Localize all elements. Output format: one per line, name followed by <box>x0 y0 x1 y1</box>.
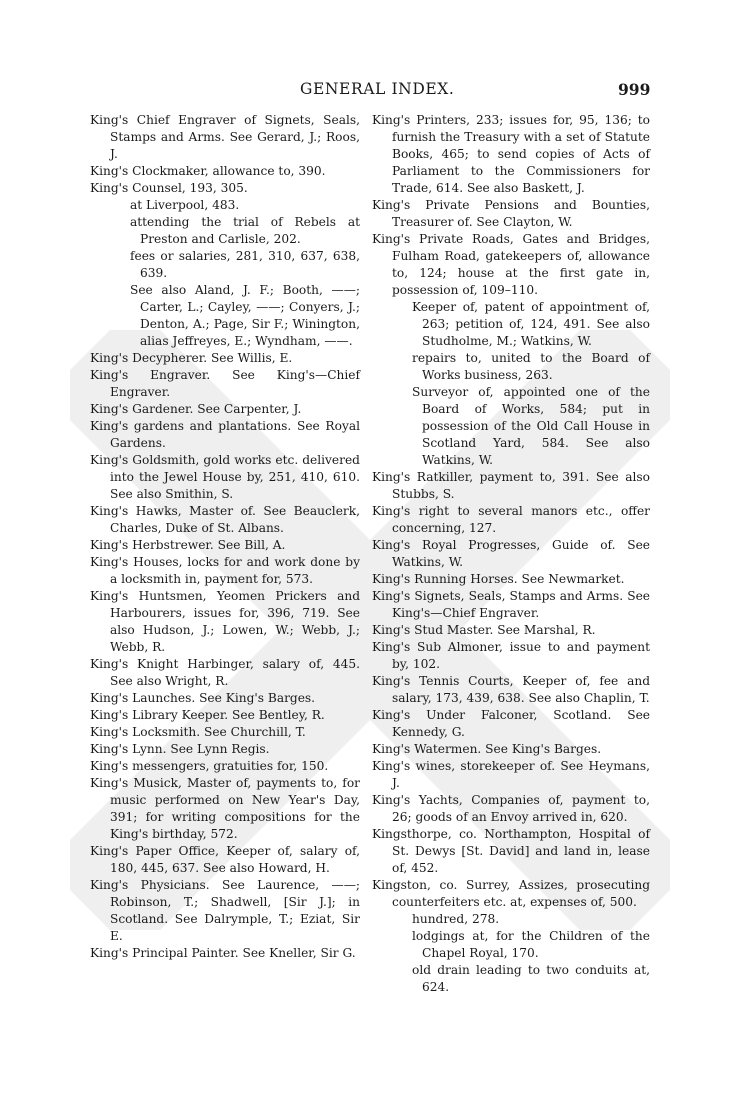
index-entry: King's Sub Almoner, issue to and payment by, 102. <box>372 640 650 671</box>
index-entry: old drain leading to two conduits at, 624. <box>412 963 650 994</box>
index-entry: King's Royal Progresses, Guide of. See Watkins, W. <box>372 538 650 569</box>
index-entry: King's Watermen. See King's Barges. <box>372 742 602 756</box>
index-entry: King's Goldsmith, gold works etc. delivered into the Jewel House by, 251, 410, 610. See also Smithin, S. <box>90 453 360 501</box>
index-entry: King's Physicians. See Laurence, ——; Robinson, T.; Shadwell, [Sir J.]; in Scotland. See Dalrymple, T.; Eziat, Sir E. <box>90 878 360 943</box>
index-entry: Kingston, co. Surrey, Assizes, prosecuting counterfeiters etc. at, expenses of, 500. <box>372 878 650 909</box>
index-entry: King's Paper Office, Keeper of, salary of, 180, 445, 637. See also Howard, H. <box>90 844 360 875</box>
page-title: GENERAL INDEX. <box>300 80 455 98</box>
index-entry: King's Gardener. See Carpenter, J. <box>90 402 302 416</box>
index-entry: King's Lynn. See Lynn Regis. <box>90 742 270 756</box>
index-entry: King's Private Roads, Gates and Bridges, Fulham Road, gatekeepers of, allowance to, 124; house at the first gate in, possession of, 109–110. <box>372 232 650 297</box>
index-entry: King's wines, storekeeper of. See Heymans, J. <box>372 759 650 790</box>
index-entry: King's Hawks, Master of. See Beauclerk, Charles, Duke of St. Albans. <box>90 504 360 535</box>
index-entry: Surveyor of, appointed one of the Board of Works, 584; put in possession of the Old Call House in Scotland Yard, 584. See also Watkins, W. <box>412 385 650 467</box>
page-number: 999 <box>618 80 651 99</box>
index-entry: King's messengers, gratuities for, 150. <box>90 759 329 773</box>
index-entry: See also Aland, J. F.; Booth, ——; Carter, L.; Cayley, ——; Conyers, J.; Denton, A.; Page, Sir F.; Winington, alias Jeffreyes, E.; Wyndham, ——. <box>130 283 360 348</box>
index-entry: repairs to, united to the Board of Works business, 263. <box>412 351 650 382</box>
index-entry: King's Ratkiller, payment to, 391. See also Stubbs, S. <box>372 470 650 501</box>
index-entry: fees or salaries, 281, 310, 637, 638, 639. <box>130 249 360 280</box>
right-column <box>372 112 650 996</box>
left-column <box>90 112 360 962</box>
index-entry: lodgings at, for the Children of the Chapel Royal, 170. <box>412 929 650 960</box>
index-entry: King's Houses, locks for and work done by a locksmith in, payment for, 573. <box>90 555 360 586</box>
index-entry: King's Library Keeper. See Bentley, R. <box>90 708 325 722</box>
index-entry: King's Knight Harbinger, salary of, 445. See also Wright, R. <box>90 657 360 688</box>
index-entry: attending the trial of Rebels at Preston and Carlisle, 202. <box>130 215 360 246</box>
index-entry: King's Huntsmen, Yeomen Prickers and Harbourers, issues for, 396, 719. See also Hudson, J.; Lowen, W.; Webb, J.; Webb, R. <box>90 589 360 654</box>
index-entry: King's Stud Master. See Marshal, R. <box>372 623 596 637</box>
index-entry: King's Private Pensions and Bounties, Treasurer of. See Clayton, W. <box>372 198 650 229</box>
index-entry: King's Clockmaker, allowance to, 390. <box>90 164 326 178</box>
index-entry: King's Yachts, Companies of, payment to, 26; goods of an Envoy arrived in, 620. <box>372 793 650 824</box>
index-entry: King's Decypherer. See Willis, E. <box>90 351 293 365</box>
index-entry: Keeper of, patent of appointment of, 263; petition of, 124, 491. See also Studholme, M.; Watkins, W. <box>412 300 650 348</box>
index-entry: King's Herbstrewer. See Bill, A. <box>90 538 286 552</box>
index-entry: King's Musick, Master of, payments to, for music performed on New Year's Day, 391; for writing compositions for the King's birthday, 572. <box>90 776 360 841</box>
index-entry: King's Under Falconer, Scotland. See Kennedy, G. <box>372 708 650 739</box>
index-entry: King's Chief Engraver of Signets, Seals, Stamps and Arms. See Gerard, J.; Roos, J. <box>90 113 360 161</box>
index-entry: Kingsthorpe, co. Northampton, Hospital of St. Dewys [St. David] and land in, lease of, 452. <box>372 827 650 875</box>
index-entry: King's Engraver. See King's—Chief Engraver. <box>90 368 360 399</box>
index-entry: King's Tennis Courts, Keeper of, fee and salary, 173, 439, 638. See also Chaplin, T. <box>372 674 650 705</box>
index-entry: hundred, 278. <box>412 912 500 926</box>
index-entry: King's Signets, Seals, Stamps and Arms. See King's—Chief Engraver. <box>372 589 650 620</box>
running-header <box>0 80 731 104</box>
index-entry: King's Locksmith. See Churchill, T. <box>90 725 306 739</box>
index-entry: King's Printers, 233; issues for, 95, 136; to furnish the Treasury with a set of Statute Books, 465; to send copies of Acts of Parliament to the Commissioners for Trade, 614. See also Baskett, J. <box>372 113 650 195</box>
index-entry: King's Launches. See King's Barges. <box>90 691 316 705</box>
index-entry: King's Counsel, 193, 305. <box>90 181 248 195</box>
index-entry: at Liverpool, 483. <box>130 198 240 212</box>
index-entry: King's Running Horses. See Newmarket. <box>372 572 625 586</box>
index-entry: King's right to several manors etc., offer concerning, 127. <box>372 504 650 535</box>
index-entry: King's gardens and plantations. See Royal Gardens. <box>90 419 360 450</box>
index-entry: King's Principal Painter. See Kneller, Sir G. <box>90 946 356 960</box>
